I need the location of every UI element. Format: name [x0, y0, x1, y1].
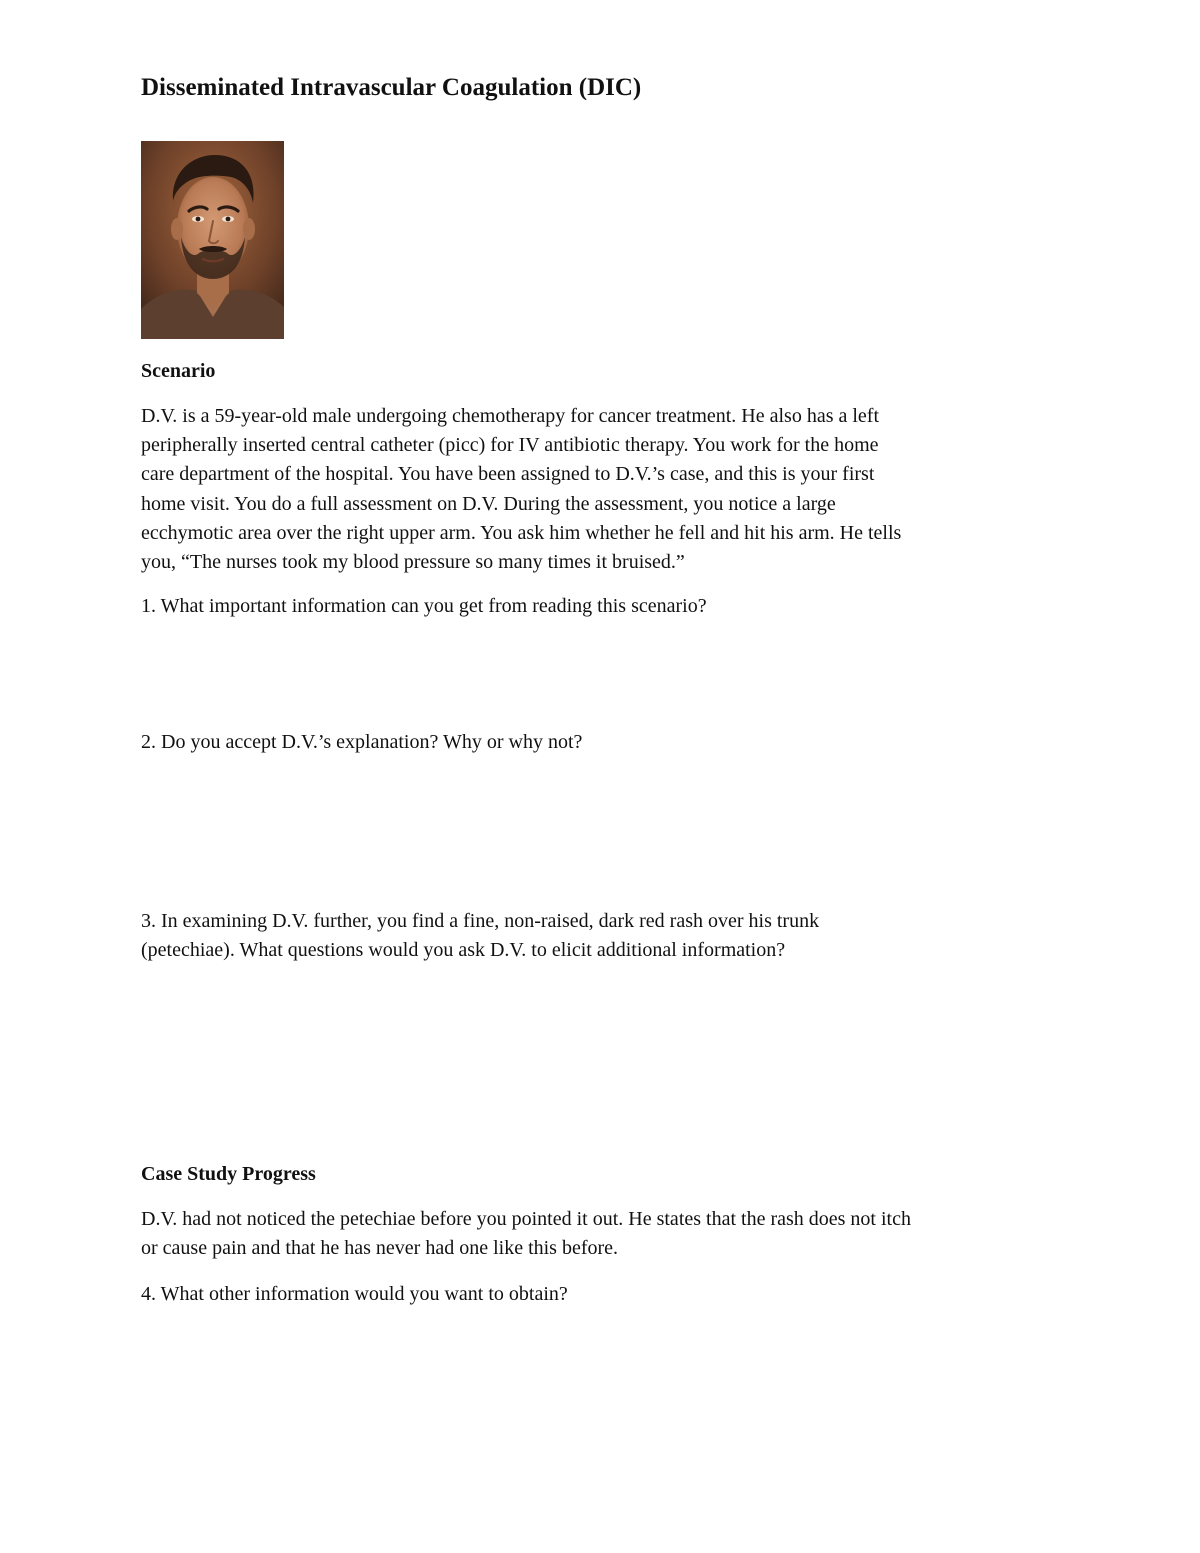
- question-1: [141, 592, 1061, 621]
- question-2: [141, 728, 1061, 757]
- case-study-progress-paragraph: [141, 1205, 1061, 1263]
- question-3: [141, 907, 1061, 964]
- scenario-line: D.V. is a 59-year-old male undergoing chemotherapy for cancer treatment. He also has a left: [141, 405, 880, 427]
- question-2-text: 2. Do you accept D.V.’s explanation? Why or why not?: [141, 731, 583, 753]
- question-4: [141, 1280, 1061, 1309]
- question-3-line: 3. In examining D.V. further, you find a fine, non-raised, dark red rash over his trunk: [141, 910, 820, 932]
- case-study-progress-heading: Case Study Progress: [141, 1163, 316, 1185]
- scenario-line: peripherally inserted central catheter (picc) for IV antibiotic therapy. You work for the home: [141, 434, 879, 457]
- document-title: Disseminated Intravascular Coagulation (DIC): [141, 74, 642, 101]
- scenario-paragraph: [141, 402, 1061, 577]
- scenario-line: care department of the hospital. You have been assigned to D.V.’s case, and this is your first: [141, 463, 875, 486]
- scenario-line: you, “The nurses took my blood pressure so many times it bruised.”: [141, 551, 685, 574]
- question-3-line: (petechiae). What questions would you ask D.V. to elicit additional information?: [141, 938, 786, 961]
- portrait-illustration: [141, 141, 284, 339]
- scenario-heading: Scenario: [141, 360, 216, 382]
- scenario-line: home visit. You do a full assessment on D.V. During the assessment, you notice a large: [141, 492, 836, 515]
- progress-line: D.V. had not noticed the petechiae before you pointed it out. He states that the rash does not itch: [141, 1208, 911, 1230]
- scenario-line: ecchymotic area over the right upper arm. You ask him whether he fell and hit his arm. He tells: [141, 521, 902, 544]
- patient-portrait-photo: [141, 141, 284, 339]
- question-1-text: 1. What important information can you get from reading this scenario?: [141, 595, 707, 617]
- progress-line: or cause pain and that he has never had one like this before.: [141, 1237, 619, 1260]
- question-4-text: 4. What other information would you want to obtain?: [141, 1283, 568, 1305]
